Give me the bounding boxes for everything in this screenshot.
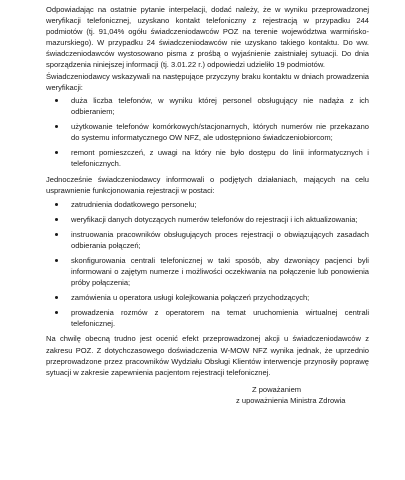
intro-paragraph-1: Odpowiadając na ostatnie pytanie interpelacji, dodać należy, że w wyniku przeprowadzonej weryfikacji telefonicznej, uzyskano kontakt telefoniczny z rejestracją w przypadku 244 podmiotów (tj. 91,04% ogółu świadczeniodawców POZ na terenie województwa warmińsko-mazurskiego). W przypadku 24 świadczeniodawców nie uzyskano takiego kontaktu. Do ww. świadczeniodawców wystosowano pisma z prośbą o wyjaśnienie zaistniałej sytuacji. Do dnia sporządzenia niniejszej informacji (tj. 3.01.22 r.) odpowiedzi udzieliło 19 podmiotów. [46, 5, 369, 70]
bullet-icon [55, 311, 58, 314]
list-item: duża liczba telefonów, w wyniku której personel obsługujący nie nadąża z ich odbieraniem; [53, 95, 369, 117]
list-item: skonfigurowania centrali telefonicznej w taki sposób, aby dzwoniący pacjenci byli informowani o zajętym numerze i możliwości oczekiwania na połączenie lub ponowienia próby połączenia; [53, 255, 369, 288]
bullet-icon [55, 125, 58, 128]
bullet-icon [55, 218, 58, 221]
list-item: weryfikacji danych dotyczących numerów telefonów do rejestracji i ich aktualizowania; [53, 214, 369, 225]
reasons-list [46, 95, 369, 170]
bullet-icon [55, 259, 58, 262]
list-item: zamówienia u operatora usługi kolejkowania połączeń przychodzących; [53, 292, 369, 303]
intro-paragraph-2: Świadczeniodawcy wskazywali na następujące przyczyny braku kontaktu w dniach prowadzenia weryfikacji: [46, 71, 369, 92]
list-item: instruowania pracowników obsługujących proces rejestracji o obwiązujących zasadach odbierania połączeń; [53, 229, 369, 251]
bullet-icon [55, 296, 58, 299]
signature-greeting: Z poważaniem [252, 384, 302, 394]
list-item: remont pomieszczeń, z uwagi na który nie było dostępu do linii informatycznych i telefonicznych. [53, 147, 369, 169]
signature-authority: z upoważnienia Ministra Zdrowia [236, 395, 346, 405]
bullet-icon [55, 233, 58, 236]
list-item: użytkowanie telefonów komórkowych/stacjonarnych, których numerów nie przekazano do systemu informatycznego OW NFZ, ale udostępniono świadczeniobiorcom; [53, 121, 369, 143]
bullet-icon [55, 151, 58, 154]
bullet-icon [55, 99, 58, 102]
list-item: prowadzenia rozmów z operatorem na temat uruchomienia wirtualnej centrali telefonicznej. [53, 307, 369, 329]
closing-paragraph: Na chwilę obecną trudno jest ocenić efekt przeprowadzonej akcji u świadczeniodawców z zakresu POZ. Z dotychczasowego doświadczenia W-MOW NFZ wynika jednak, że uprzednio przeprowadzone przez pracowników Wydziału Obsługi Klientów interwencje przynosiły poprawę sytuacji w zakresie zapewnienia pacjentom rejestracji telefonicznej. [46, 334, 369, 377]
list-item: zatrudnienia dodatkowego personelu; [53, 199, 369, 210]
bullet-icon [55, 203, 58, 206]
actions-intro-paragraph: Jednocześnie świadczeniodawcy informowali o podjętych działaniach, mających na celu usprawnienie funkcjonowania rejestracji w postaci: [46, 175, 369, 196]
actions-list [46, 199, 369, 330]
